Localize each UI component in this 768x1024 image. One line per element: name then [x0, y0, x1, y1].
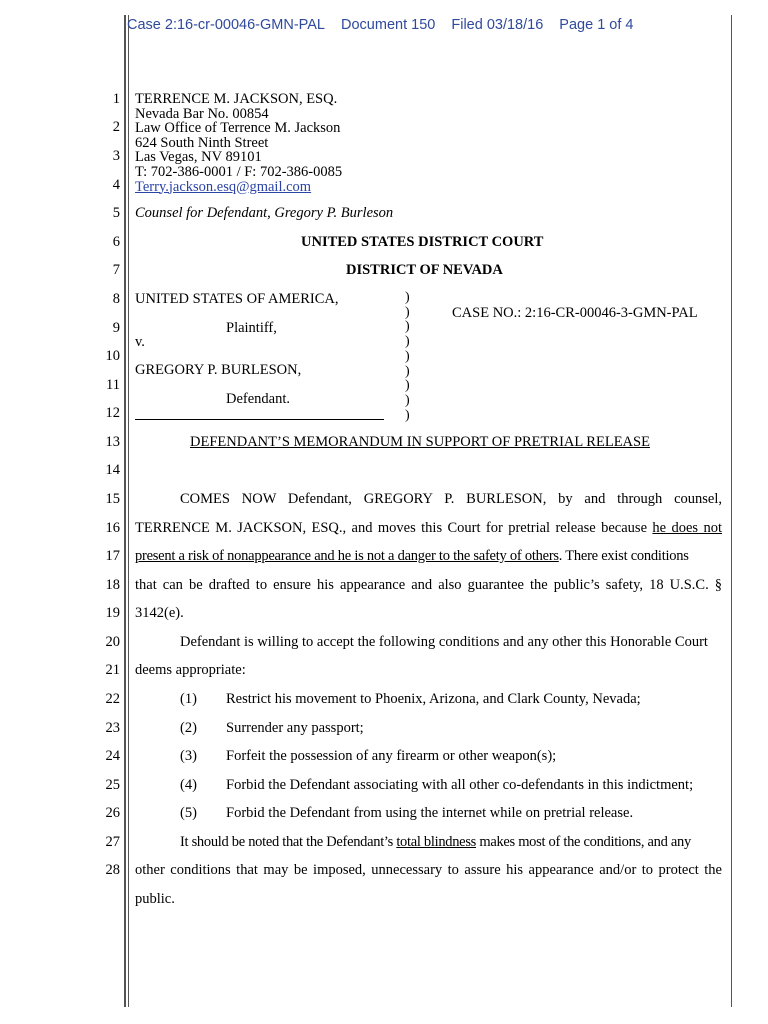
- plaintiff-role: Plaintiff,: [226, 320, 277, 336]
- body-p3-line2: [135, 862, 722, 879]
- left-margin-rule-inner: [128, 15, 129, 1007]
- line-number: 3: [112, 148, 120, 164]
- line-number: 8: [112, 291, 120, 307]
- counsel-for: Counsel for Defendant, Gregory P. Burleson: [135, 205, 394, 221]
- caption-paren: ): [405, 319, 410, 335]
- filed-date: Filed 03/18/16: [451, 17, 544, 33]
- left-margin-rule-outer: [124, 15, 126, 1007]
- body-text: that can be drafted to ensure his appearance and also guarantee the public’s safety, 18 U.S.C. §: [135, 577, 722, 593]
- bar-number: Nevada Bar No. 00854: [135, 105, 269, 122]
- body-p3-line1: [180, 834, 691, 851]
- caption-paren: ): [405, 378, 410, 394]
- condition-number: (4): [180, 777, 197, 793]
- line-number: 2: [112, 119, 120, 135]
- condition-number: (3): [180, 748, 197, 764]
- line-number: 15: [105, 491, 120, 507]
- caption-paren: ): [405, 363, 410, 379]
- law-office: Law Office of Terrence M. Jackson: [135, 120, 341, 137]
- plaintiff-name: UNITED STATES OF AMERICA,: [135, 291, 339, 307]
- body-p2-line2: deems appropriate:: [135, 662, 246, 678]
- right-margin-rule: [731, 15, 732, 1007]
- street-address: 624 South Ninth Street: [135, 134, 269, 151]
- line-number: 6: [112, 234, 120, 250]
- line-number: 21: [105, 662, 120, 678]
- filing-header: [127, 17, 645, 33]
- defendant-name: GREGORY P. BURLESON,: [135, 362, 302, 378]
- line-number: 22: [105, 691, 120, 707]
- court-district: DISTRICT OF NEVADA: [346, 262, 503, 278]
- condition-text: Forbid the Defendant from using the internet while on pretrial release.: [226, 805, 634, 821]
- body-p1-line1: [180, 491, 722, 508]
- caption-underline: [135, 419, 384, 420]
- city-state-zip: Las Vegas, NV 89101: [135, 149, 262, 166]
- caption-paren: ): [405, 348, 410, 364]
- condition-number: (5): [180, 805, 197, 821]
- counsel-block: [135, 92, 342, 194]
- line-number: 19: [105, 605, 120, 621]
- body-text-underlined: total blindness: [396, 834, 477, 850]
- line-number: 5: [112, 205, 120, 221]
- line-number: 7: [112, 262, 120, 278]
- condition-text: Forfeit the possession of any firearm or other weapon(s);: [226, 748, 557, 764]
- phone-fax: T: 702-386-0001 / F: 702-386-0085: [135, 163, 343, 180]
- line-number: 12: [105, 405, 120, 421]
- line-number: 26: [105, 805, 120, 821]
- body-p1-line4: [135, 577, 722, 594]
- line-number: 25: [105, 777, 120, 793]
- caption-paren: ): [405, 304, 410, 320]
- body-text: . There exist conditions: [558, 548, 689, 564]
- caption-paren: ): [405, 392, 410, 408]
- caption-parentheses: [405, 291, 410, 423]
- case-no: CASE NO.: 2:16-CR-00046-3-GMN-PAL: [452, 305, 698, 321]
- line-number: 27: [105, 834, 120, 850]
- document-number: Document 150: [341, 17, 436, 33]
- court-name: UNITED STATES DISTRICT COURT: [301, 234, 544, 250]
- page-indicator: Page 1 of 4: [559, 17, 634, 33]
- body-p1-line3: [135, 548, 689, 565]
- caption-paren: ): [405, 334, 410, 350]
- line-number: 20: [105, 634, 120, 650]
- line-number: 14: [105, 462, 120, 478]
- line-number: 16: [105, 520, 120, 536]
- line-number: 11: [106, 377, 120, 393]
- line-number: 1: [112, 91, 120, 107]
- body-p2-line1: Defendant is willing to accept the following conditions and any other this Honorable Court: [180, 634, 708, 650]
- condition-text: Surrender any passport;: [226, 720, 364, 736]
- line-number: 23: [105, 720, 120, 736]
- document-title: DEFENDANT’S MEMORANDUM IN SUPPORT OF PRETRIAL RELEASE: [190, 434, 650, 450]
- body-text: makes most of the conditions, and any: [476, 834, 691, 850]
- line-number: 18: [105, 577, 120, 593]
- body-text-underlined: he does not: [652, 520, 722, 536]
- line-number: 28: [105, 862, 120, 878]
- condition-text: Restrict his movement to Phoenix, Arizona, and Clark County, Nevada;: [226, 691, 641, 707]
- line-number: 17: [105, 548, 120, 564]
- body-p1-line5: 3142(e).: [135, 605, 184, 621]
- line-number: 4: [112, 177, 120, 193]
- condition-number: (1): [180, 691, 197, 707]
- body-text: TERRENCE M. JACKSON, ESQ., and moves this Court for pretrial release because: [135, 520, 653, 536]
- body-text: COMES NOW Defendant, GREGORY P. BURLESON, by and through counsel,: [180, 491, 722, 507]
- email-link[interactable]: Terry.jackson.esq@gmail.com: [135, 178, 312, 195]
- case-number: Case 2:16-cr-00046-GMN-PAL: [127, 17, 325, 33]
- body-text: other conditions that may be imposed, unnecessary to assure his appearance and/or to protect the: [135, 862, 722, 878]
- condition-number: (2): [180, 720, 197, 736]
- line-number: 9: [112, 320, 120, 336]
- line-number: 13: [105, 434, 120, 450]
- body-text-underlined: present a risk of nonappearance and he is not a danger to the safety of others: [135, 548, 559, 564]
- line-number: 10: [105, 348, 120, 364]
- line-number: 24: [105, 748, 120, 764]
- versus: v.: [135, 334, 145, 350]
- body-p1-line2: [135, 520, 722, 537]
- caption-paren: ): [405, 407, 410, 423]
- body-p3-line3: public.: [135, 891, 175, 907]
- body-text: It should be noted that the Defendant’s: [180, 834, 397, 850]
- defendant-role: Defendant.: [226, 391, 291, 407]
- caption-paren: ): [405, 290, 410, 305]
- condition-text: Forbid the Defendant associating with all other co-defendants in this indictment;: [226, 777, 694, 793]
- attorney-name: TERRENCE M. JACKSON, ESQ.: [135, 91, 338, 107]
